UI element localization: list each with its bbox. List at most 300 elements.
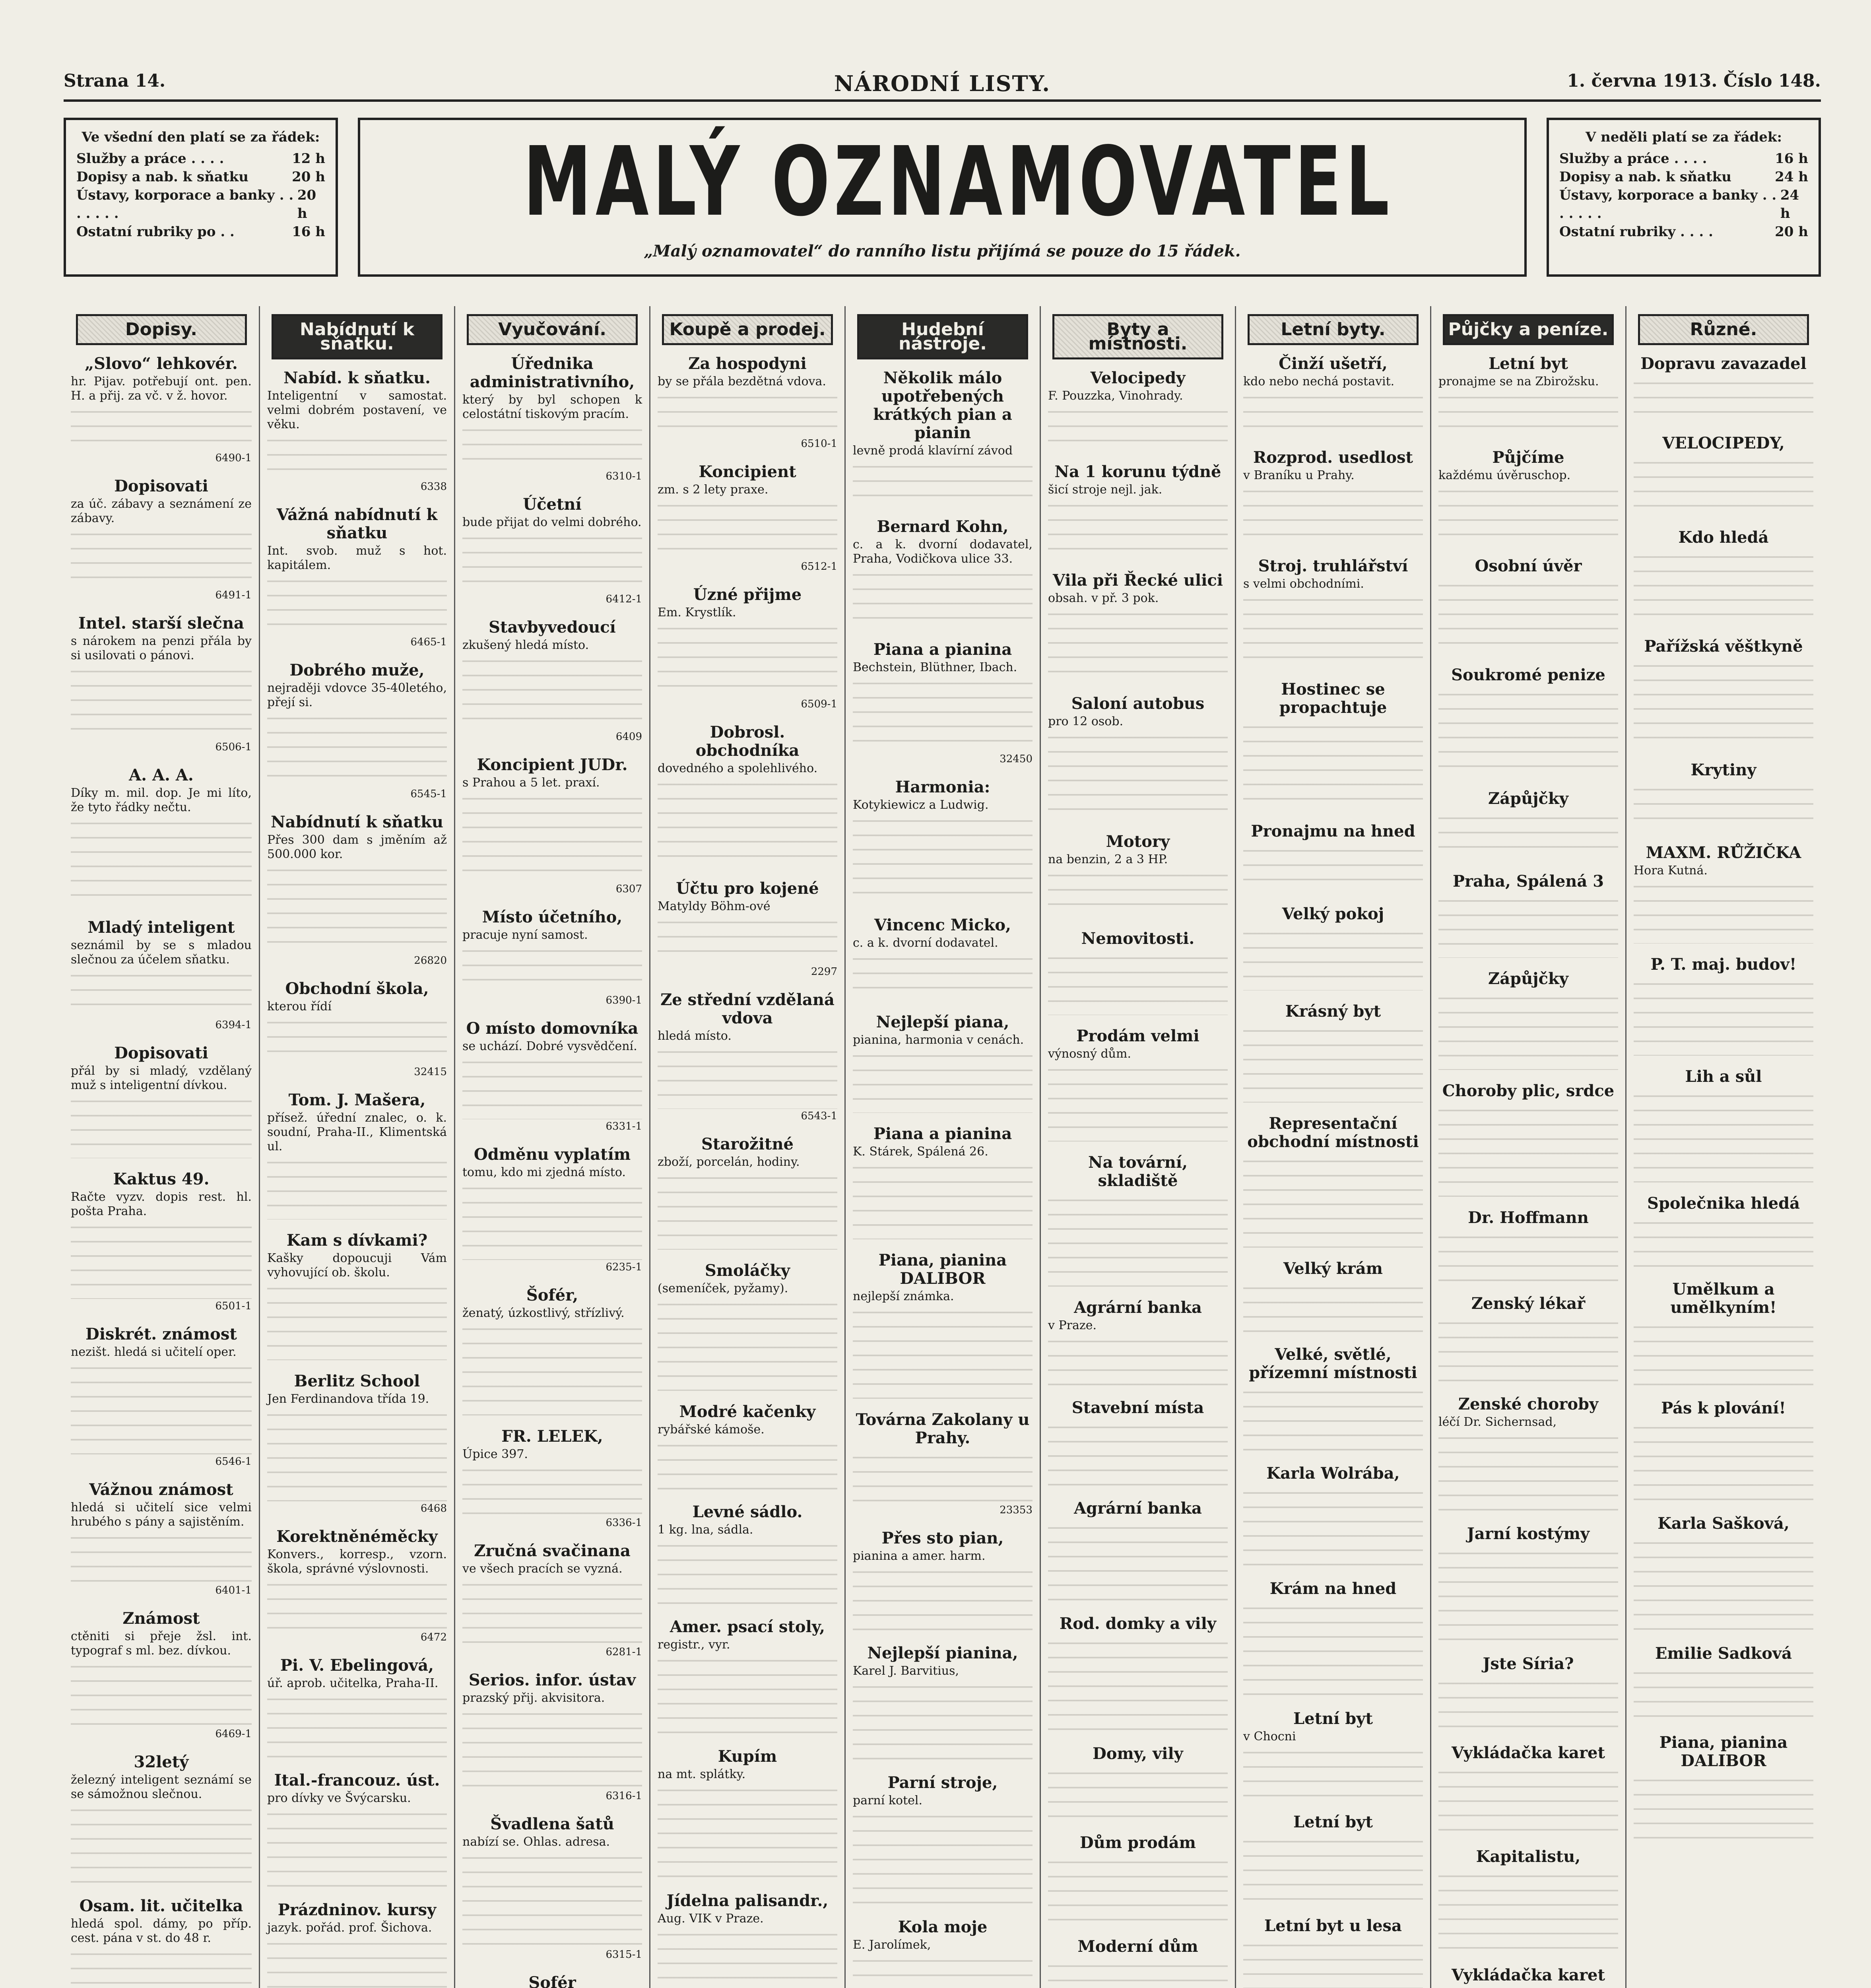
ad-body-text — [71, 1529, 252, 1583]
ad-number: 6412-1 — [606, 593, 642, 605]
ad-body-text — [1048, 1519, 1228, 1603]
ad-body-text — [1634, 1772, 1813, 1844]
ad-headline: Dopisovati — [114, 477, 208, 495]
ad-body-text — [1243, 1153, 1423, 1248]
ad-text: zkušený hledá místo. — [462, 638, 589, 652]
ad-body-text — [71, 1802, 252, 1885]
ad-text: Hora Kutná. — [1634, 864, 1708, 878]
ad-body-text — [1634, 1214, 1813, 1268]
ad-headline: Letní byt — [1489, 354, 1568, 373]
ad-body-text — [1634, 548, 1813, 625]
classified-ad — [658, 879, 837, 979]
ad-text: dovedného a spolehlivého. — [658, 761, 818, 775]
ad-text: hledá si učitelí sice velmi hrubého s pány a sajistěním. — [71, 1501, 252, 1529]
ad-body-text — [267, 573, 447, 635]
ad-text: ctěniti si přeje žsl. int. typograf s ml. bez. dívkou. — [71, 1629, 252, 1658]
ad-body-text — [267, 1691, 447, 1759]
ad-column — [649, 306, 844, 1988]
ad-text: Aug. VIK v Praze. — [658, 1912, 764, 1926]
classified-ad — [1438, 790, 1618, 860]
ad-number: 6543-1 — [801, 1110, 837, 1122]
ad-body-text — [267, 710, 447, 787]
section-heading: Hudební nástroje. — [857, 314, 1028, 359]
ad-headline: Agrární banka — [1074, 1298, 1202, 1317]
classified-ad — [1634, 528, 1813, 625]
ad-column — [454, 306, 649, 1988]
section-heading: Nabídnutí k sňatku. — [272, 314, 443, 359]
ad-body-text — [1438, 1229, 1618, 1283]
ad-body-text — [1243, 1022, 1423, 1103]
rate-label: Ostatní rubriky po . . — [76, 224, 235, 240]
ad-text: levně prodá klavírní závod — [853, 444, 1013, 458]
classified-ad — [1243, 1580, 1423, 1698]
ad-text: kdo nebo nechá postavit. — [1243, 375, 1395, 388]
ad-headline: Levné sádlo. — [692, 1503, 803, 1521]
ad-body-text — [267, 1154, 447, 1219]
ad-text: Konvers., korresp., vzorn. škola, správné výslovnosti. — [267, 1547, 447, 1576]
ad-headline: Dům prodám — [1080, 1833, 1196, 1852]
ad-body-text — [853, 675, 1033, 752]
ad-body-text — [853, 812, 1033, 904]
ad-headline: Motory — [1106, 832, 1170, 851]
ad-headline: Jídelna palisandr., — [666, 1891, 829, 1910]
classified-ad — [267, 1091, 447, 1219]
ad-text: železný inteligent seznámí se se sámožnou slečnou. — [71, 1773, 252, 1801]
ad-headline: Stroj. truhlářství — [1258, 557, 1408, 575]
classified-ad — [658, 1403, 837, 1491]
ad-number: 6331-1 — [606, 1120, 642, 1132]
ad-body-text — [1634, 1087, 1813, 1182]
ad-number: 6390-1 — [606, 994, 642, 1006]
ad-headline: Zenské choroby — [1458, 1395, 1599, 1413]
ad-body-text — [462, 421, 642, 469]
ad-headline: Praha, Spálená 3 — [1452, 872, 1604, 891]
ad-body-text — [658, 1169, 837, 1250]
ad-body-text — [462, 790, 642, 882]
ad-text: Inteligentní v samostat. velmi dobrém postavení, ve věku. — [267, 389, 447, 431]
classified-ad — [853, 1918, 1033, 1988]
rates-weekday-box — [64, 118, 338, 277]
ad-body-text — [71, 526, 252, 588]
ad-number: 6336-1 — [606, 1517, 642, 1529]
ad-body-text — [1048, 949, 1228, 1015]
ad-text: v Chocni — [1243, 1730, 1296, 1743]
classified-ad — [853, 369, 1033, 506]
classified-ad — [1243, 680, 1423, 810]
ad-headline: Kupím — [718, 1747, 777, 1766]
ad-column — [1430, 306, 1625, 1988]
ad-headline: Soukromé penize — [1451, 666, 1605, 684]
ad-headline: Tom. J. Mašera, — [288, 1091, 426, 1109]
ad-headline: Vážnou známost — [89, 1480, 233, 1499]
ad-headline: Vila při Řecké ulici — [1053, 571, 1223, 590]
ad-text: výnosný dům. — [1048, 1047, 1131, 1061]
ad-body-text — [71, 1359, 252, 1454]
classified-ad — [1438, 1209, 1618, 1283]
ad-body-text — [1634, 975, 1813, 1056]
ad-body-text — [1048, 1765, 1228, 1822]
rate-price: 12 h — [292, 151, 325, 167]
ad-headline: Intel. starší slečna — [78, 614, 244, 633]
classified-ad — [1438, 1655, 1618, 1732]
ad-headline: Nabíd. k sňatku. — [283, 369, 431, 387]
classified-ad — [462, 1974, 642, 1988]
ad-body-text — [1438, 389, 1618, 437]
rate-price: 16 h — [292, 224, 325, 240]
ad-body-text — [71, 1945, 252, 1988]
classified-ad — [1634, 1644, 1813, 1722]
ad-headline: Piana, pianina DALIBOR — [878, 1251, 1007, 1288]
ad-headline: Obchodní škola, — [285, 979, 429, 998]
ad-body-text — [1438, 483, 1618, 545]
ad-body-text — [1634, 781, 1813, 832]
ad-text: který by byl schopen k celostátní tiskovým pracím. — [462, 393, 642, 421]
ad-headline: Saloní autobus — [1071, 694, 1205, 713]
ad-body-text — [1243, 1937, 1423, 1988]
classified-ad — [658, 1135, 837, 1250]
ad-body-text — [853, 1563, 1033, 1632]
ad-body-text — [462, 1320, 642, 1415]
classified-ad — [267, 1528, 447, 1644]
classified-ad — [71, 1609, 252, 1741]
classified-ad — [1634, 1399, 1813, 1503]
ad-body-text — [1243, 389, 1423, 437]
classified-ad — [462, 1286, 642, 1415]
classified-ad — [1048, 1938, 1228, 1988]
section-heading: Letní byty. — [1248, 314, 1419, 345]
ad-headline: Representační obchodní místnosti — [1247, 1114, 1419, 1151]
ad-headline: Jarní kostýmy — [1467, 1524, 1590, 1543]
ad-body-text — [462, 1705, 642, 1789]
ad-body-text — [853, 1159, 1033, 1239]
ad-text: Jen Ferdinandova třída 19. — [267, 1392, 429, 1406]
ad-body-text — [462, 1462, 642, 1516]
ad-body-text — [1438, 686, 1618, 778]
ad-headline: Agrární banka — [1074, 1499, 1202, 1518]
classified-ad — [462, 1427, 642, 1530]
section-heading: Půjčky a peníze. — [1443, 314, 1614, 345]
classified-ad — [1048, 1499, 1228, 1603]
ad-text: pronajme se na Zbirožsku. — [1438, 375, 1599, 388]
classified-ad — [1243, 1114, 1423, 1248]
ad-text: pracuje nyní samost. — [462, 928, 588, 942]
ad-text: v Braníku u Prahy. — [1243, 468, 1355, 482]
ad-headline: Osam. lit. učitelka — [79, 1897, 243, 1915]
ad-headline: Několik málo upotřebených krátkých pian a pianin — [873, 369, 1012, 442]
classified-ad — [1634, 955, 1813, 1056]
ad-headline: Letní byt — [1293, 1709, 1373, 1728]
rates-weekday-heading: Ve všední den platí se za řádek: — [82, 129, 320, 145]
ad-body-text — [658, 1926, 837, 1983]
ad-body-text — [1243, 925, 1423, 990]
rate-row — [76, 186, 325, 223]
ad-body-text — [853, 1808, 1033, 1906]
classified-ad — [1243, 355, 1423, 437]
ad-text: úř. aprob. učitelka, Praha-II. — [267, 1676, 439, 1690]
classified-ad — [1243, 1464, 1423, 1568]
classified-ad — [1634, 1068, 1813, 1182]
ad-body-text — [1438, 1764, 1618, 1836]
ad-number: 6465-1 — [410, 636, 447, 648]
ad-body-text — [71, 1658, 252, 1727]
ad-text: parní kotel. — [853, 1794, 923, 1807]
ad-number: 6512-1 — [801, 561, 837, 573]
rate-row — [1559, 186, 1808, 223]
ad-headline: Modré kačenky — [679, 1402, 816, 1421]
classified-ad — [267, 813, 447, 968]
ad-text: jazyk. pořád. prof. Šichova. — [267, 1921, 432, 1935]
rate-price: 20 h — [1775, 224, 1808, 240]
section-heading: Vyučování. — [467, 314, 638, 345]
rate-label: Ústavy, korporace a banky . . . . . . . — [1559, 187, 1777, 221]
ad-headline: Umělkum a umělkyním! — [1670, 1280, 1777, 1317]
ad-headline: A. A. A. — [129, 766, 194, 784]
classified-ad — [1438, 1966, 1618, 1988]
classified-ad — [1048, 571, 1228, 683]
rate-label: Dopisy a nab. k sňatku — [76, 169, 248, 185]
ad-text: Bechstein, Blüthner, Ibach. — [853, 660, 1017, 674]
ad-headline: O místo domovníka — [466, 1019, 639, 1038]
classified-ad — [1048, 833, 1228, 918]
ad-headline: Dr. Hoffmann — [1468, 1208, 1589, 1227]
ad-headline: Vykládačka karet — [1452, 1743, 1605, 1762]
ad-text: K. Stárek, Spálená 26. — [853, 1145, 988, 1159]
ad-number: 6506-1 — [215, 741, 252, 753]
ad-headline: Velocipedy — [1090, 369, 1186, 387]
ad-text: nabízí se. Ohlas. adresa. — [462, 1835, 610, 1849]
ad-body-text — [1438, 810, 1618, 860]
ad-headline: Na 1 korunu týdně — [1054, 462, 1221, 481]
ad-number: 6545-1 — [410, 788, 447, 800]
ad-headline: Smoláčky — [705, 1261, 790, 1280]
ad-text: Úpice 397. — [462, 1447, 528, 1461]
ad-text: s nárokem na penzi přála by si usilovati o pánovi. — [71, 634, 252, 662]
ad-headline: Piana a pianina — [873, 1124, 1012, 1143]
ad-text: (semeníček, pyžamy). — [658, 1281, 788, 1295]
ad-headline: Přes sto pian, — [881, 1529, 1004, 1547]
ad-text: prazský přij. akvisitora. — [462, 1691, 605, 1705]
classified-ad — [658, 463, 837, 574]
ad-text: nezišt. hledá si učitelí oper. — [71, 1345, 237, 1359]
ad-text: pianina a amer. harm. — [853, 1549, 986, 1563]
ad-number: 6469-1 — [215, 1728, 252, 1740]
rate-label: Služby a práce . . . . — [1559, 151, 1707, 167]
ad-number: 23353 — [1000, 1504, 1033, 1516]
classified-ad — [1438, 448, 1618, 545]
ad-body-text — [462, 530, 642, 592]
ad-headline: Společnika hledá — [1647, 1194, 1800, 1213]
ad-body-text — [267, 1014, 447, 1065]
running-head — [64, 60, 1821, 102]
classified-ad — [1048, 463, 1228, 559]
ad-body-text — [71, 967, 252, 1018]
ad-text: hr. Pijav. potřebují ont. pen. H. a přij. za vč. v ž. hovor. — [71, 375, 252, 403]
ad-number: 6491-1 — [215, 589, 252, 601]
ad-headline: Stavbyvedoucí — [489, 618, 616, 637]
classified-ad — [1243, 905, 1423, 990]
ad-headline: Kdo hledá — [1678, 528, 1769, 547]
ad-headline: Velké, světlé, přízemní místnosti — [1249, 1345, 1417, 1382]
rates-sunday-box — [1547, 118, 1821, 277]
ad-number: 6501-1 — [215, 1300, 252, 1312]
ad-headline: Stavební místa — [1071, 1398, 1204, 1417]
classified-ad — [1048, 930, 1228, 1015]
classified-ad — [462, 756, 642, 896]
ad-columns — [64, 306, 1821, 1988]
ad-headline: Účtu pro kojené — [676, 879, 819, 898]
ad-text: ženatý, úzkostlivý, střízlivý. — [462, 1306, 625, 1320]
ad-text: hledá spol. dámy, po příp. cest. pána v st. do 48 r. — [71, 1917, 252, 1945]
ad-body-text — [1438, 990, 1618, 1070]
classified-ad — [1243, 822, 1423, 893]
ad-text: seznámil by se s mladou slečnou za účelem sňatku. — [71, 938, 252, 967]
ad-text: na benzin, 2 a 3 HP. — [1048, 852, 1168, 866]
classified-ad — [1243, 1813, 1423, 1905]
ad-headline: Amer. psací stoly, — [670, 1617, 825, 1636]
ad-text: Kotykiewicz a Ludwig. — [853, 798, 989, 812]
ad-body-text — [1438, 892, 1618, 958]
ad-headline: Moderní dům — [1077, 1937, 1198, 1956]
ad-text: obsah. v př. 3 pok. — [1048, 591, 1159, 605]
ad-headline: Pronajmu na hned — [1251, 822, 1415, 841]
classified-ad — [462, 1145, 642, 1274]
classified-ad — [658, 991, 837, 1123]
ad-text: Karel J. Barvitius, — [853, 1664, 959, 1678]
classified-ad — [853, 1774, 1033, 1906]
classified-ad — [462, 908, 642, 1008]
classified-ad — [658, 586, 837, 711]
ad-column — [844, 306, 1040, 1988]
ad-text: hledá místo. — [658, 1029, 732, 1043]
classified-ad — [853, 1644, 1033, 1762]
ad-headline: Nemovitosti. — [1081, 929, 1195, 948]
ad-headline: Továrna Zakolany u Prahy. — [856, 1410, 1030, 1447]
ad-body-text — [1438, 577, 1618, 654]
classified-ad — [1634, 355, 1813, 422]
classified-ad — [1634, 434, 1813, 516]
ad-headline: Vykládačka karet — [1452, 1966, 1605, 1984]
classified-ad — [1634, 761, 1813, 832]
ad-text: šicí stroje nejl. jak. — [1048, 483, 1163, 497]
ad-body-text — [267, 1935, 447, 1988]
ad-headline: Šofér, — [526, 1286, 578, 1305]
section-subtitle: „Malý oznamovatel“ do ranního listu přijímá se pouze do 15 řádek. — [644, 242, 1241, 260]
ad-body-text — [1243, 1744, 1423, 1801]
ad-headline: Zápůjčky — [1488, 969, 1568, 988]
classified-ad — [267, 1656, 447, 1759]
ad-headline: Známost — [122, 1609, 200, 1628]
ad-headline: Kapitalistu, — [1476, 1847, 1581, 1866]
rate-row — [76, 223, 325, 241]
ad-number: 6394-1 — [215, 1019, 252, 1031]
ad-body-text — [1048, 606, 1228, 683]
ad-body-text — [1243, 483, 1423, 545]
ad-headline: Koncipient JUDr. — [477, 755, 628, 774]
classified-ad — [1438, 1395, 1618, 1513]
classified-ad — [71, 1170, 252, 1313]
ad-headline: Karla Sašková, — [1658, 1514, 1789, 1533]
ad-headline: Jste Síria? — [1483, 1654, 1574, 1673]
ad-headline: Rod. domky a vily — [1059, 1614, 1217, 1633]
classified-ad — [1438, 970, 1618, 1070]
ad-text: přál by si mladý, vzdělaný muž s inteligentní dívkou. — [71, 1064, 252, 1092]
classified-ad — [1048, 1399, 1228, 1487]
rates-sunday-heading: V neděli platí se za řádek: — [1585, 129, 1782, 145]
classified-ad — [853, 1411, 1033, 1517]
ad-body-text — [1438, 1102, 1618, 1197]
ad-body-text — [658, 776, 837, 868]
classified-ad — [267, 1901, 447, 1988]
ad-text: za úč. zábavy a seznámení ze zábavy. — [71, 497, 252, 525]
classified-ad — [658, 1262, 837, 1391]
ad-body-text — [1048, 1635, 1228, 1733]
ad-headline: Krytiny — [1690, 761, 1756, 779]
classified-ad — [462, 618, 642, 744]
ad-number: 6338 — [420, 481, 447, 493]
classified-ad — [71, 614, 252, 754]
ad-body-text — [658, 497, 837, 559]
ad-headline: Ital.-francouz. úst. — [274, 1771, 440, 1790]
classified-ad — [853, 641, 1033, 766]
ad-body-text — [658, 1782, 837, 1880]
ad-body-text — [267, 1406, 447, 1501]
classified-ad — [1438, 1295, 1618, 1383]
ad-headline: Na tovární, skladiště — [1088, 1153, 1188, 1190]
classified-ad — [853, 1529, 1033, 1632]
section-heading: Dopisy. — [76, 314, 247, 345]
rate-row — [76, 149, 325, 168]
ad-body-text — [1048, 867, 1228, 918]
ad-headline: Choroby plic, srdce — [1442, 1081, 1615, 1100]
issue-date: 1. června 1913. Číslo 148. — [1567, 71, 1821, 91]
ad-body-text — [1048, 1333, 1228, 1387]
ad-body-text — [1243, 1484, 1423, 1568]
ad-text: c. a k. dvorní dodavatel. — [853, 936, 998, 950]
ad-body-text — [1048, 1854, 1228, 1926]
ad-body-text — [853, 1047, 1033, 1113]
rate-price: 16 h — [1775, 151, 1808, 167]
ad-text: přísež. úřední znalec, o. k. soudní, Praha-II., Klimentská ul. — [267, 1111, 447, 1153]
newspaper-name: NÁRODNÍ LISTY. — [834, 71, 1051, 96]
ad-body-text — [658, 1537, 837, 1606]
classified-ad — [71, 1753, 252, 1885]
classified-ad — [658, 723, 837, 868]
ad-headline: Osobní úvěr — [1475, 557, 1582, 575]
ad-text: léčí Dr. Sichernsad, — [1438, 1415, 1557, 1429]
ad-headline: Mladý inteligent — [87, 918, 235, 937]
ad-body-text — [71, 815, 252, 907]
ad-headline: Odměnu vyplatím — [474, 1145, 631, 1164]
ad-headline: Krám na hned — [1269, 1579, 1397, 1598]
rate-price: 20 h — [292, 169, 325, 185]
classified-ad — [462, 355, 642, 483]
classified-ad — [1243, 448, 1423, 545]
ad-body-text — [71, 1093, 252, 1158]
classified-ad — [1438, 666, 1618, 778]
classified-ad — [658, 355, 837, 451]
classified-ad — [462, 495, 642, 606]
ad-text: s velmi obchodními. — [1243, 577, 1364, 591]
ad-body-text — [1048, 1192, 1228, 1287]
ad-number: 6510-1 — [801, 438, 837, 450]
ad-text: pro 12 osob. — [1048, 714, 1124, 728]
ad-headline: 32letý — [134, 1753, 189, 1771]
ad-number: 6468 — [420, 1503, 447, 1514]
ad-body-text — [853, 1678, 1033, 1762]
ad-body-text — [658, 914, 837, 965]
ad-text: Díky m. mil. dop. Je mi líto, že tyto řádky nečtu. — [71, 786, 252, 814]
ad-body-text — [71, 663, 252, 740]
